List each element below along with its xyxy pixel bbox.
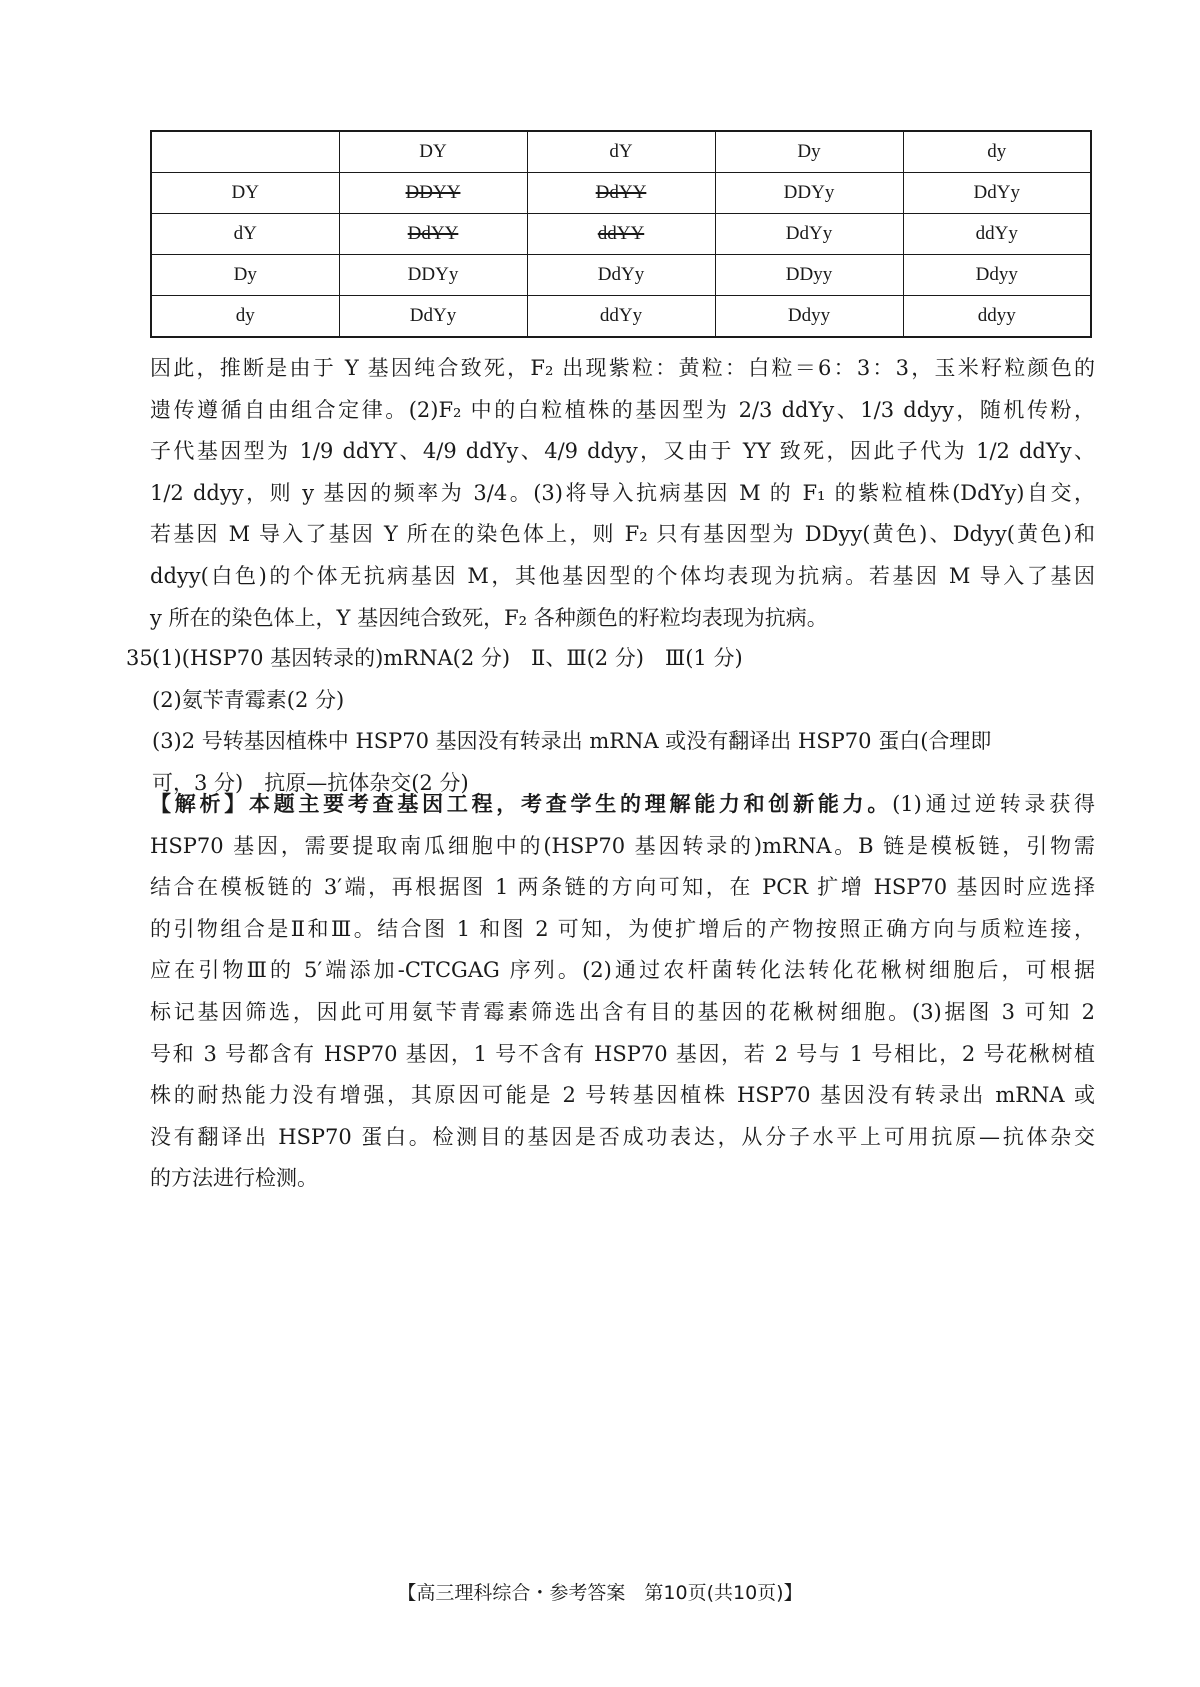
table-row — [151, 255, 1091, 296]
table-row — [151, 214, 1091, 255]
analysis-lead: 【解析】本题主要考查基因工程，考查学生的理解能力和创新能力。 — [150, 791, 893, 816]
row-gamete-cell: Dy — [151, 255, 339, 296]
header-gamete-cell: DY — [339, 131, 527, 173]
text-line: 子代基因型为 1/9 ddYY、4/9 ddYy、4/9 ddyy，又由于 YY 致死，因此子代为 1/2 ddYy、 — [150, 439, 1095, 464]
question-35-answers — [126, 638, 1096, 804]
genotype-cell-lethal: ddYY — [527, 214, 715, 255]
answer-text: (3)2 号转基因植株中 HSP70 基因没有转录出 mRNA 或没有翻译出 HSP70 蛋白(合理即 — [152, 729, 992, 754]
answer-line — [126, 680, 1096, 722]
text-line: 的引物组合是Ⅱ和Ⅲ。结合图 1 和图 2 可知，为使扩增后的产物按照正确方向与质粒连接， — [150, 916, 1095, 941]
answer-text: (1)(HSP70 基因转录的)mRNA(2 分) Ⅱ、Ⅲ(2 分) Ⅲ(1 分) — [152, 646, 743, 670]
header-gamete-cell: Dy — [715, 131, 903, 173]
text-line: y 所在的染色体上，Y 基因纯合致死，F₂ 各种颜色的籽粒均表现为抗病。 — [150, 605, 828, 630]
text-line: 结合在模板链的 3′端，再根据图 1 两条链的方向可知，在 PCR 扩增 HSP70 基因时应选择 — [150, 875, 1095, 900]
genotype-cell-lethal: DdYY — [339, 214, 527, 255]
row-gamete-cell: DY — [151, 173, 339, 214]
genotype-cell: ddyy — [903, 296, 1091, 338]
text-line: 标记基因筛选，因此可用氨苄青霉素筛选出含有目的基因的花楸树细胞。(3)据图 3 可知 2 — [150, 999, 1095, 1024]
answer-line — [126, 638, 1096, 680]
corner-cell — [151, 131, 339, 173]
row-gamete-cell: dy — [151, 296, 339, 338]
genotype-cell: DdYy — [715, 214, 903, 255]
genotype-cell: DdYy — [903, 173, 1091, 214]
text-line: 没有翻译出 HSP70 蛋白。检测目的基因是否成功表达，从分子水平上可用抗原—抗体杂交 — [150, 1124, 1095, 1149]
text-span: (1)通过逆转录获得 — [892, 792, 1095, 816]
genotype-cell: ddYy — [527, 296, 715, 338]
text-line: ddyy(白色)的个体无抗病基因 M，其他基因型的个体均表现为抗病。若基因 M 导入了基因 — [150, 563, 1095, 588]
text-line — [150, 783, 1095, 826]
genotype-cell: DDYy — [339, 255, 527, 296]
genotype-cell-lethal: DdYY — [527, 173, 715, 214]
header-gamete-cell: dy — [903, 131, 1091, 173]
genotype-cell: DdYy — [527, 255, 715, 296]
genotype-cell: DDyy — [715, 255, 903, 296]
row-gamete-cell: dY — [151, 214, 339, 255]
answer-text: 可，3 分) 抗原—抗体杂交(2 分) — [152, 770, 469, 795]
header-gamete-cell: dY — [527, 131, 715, 173]
punnett-square-table — [150, 130, 1092, 338]
text-line: 若基因 M 导入了基因 Y 所在的染色体上，则 F₂ 只有基因型为 DDyy(黄色)、Ddyy(黄色)和 — [150, 522, 1095, 547]
answer-text: (2)氨苄青霉素(2 分) — [152, 687, 345, 712]
table-row — [151, 296, 1091, 338]
explanation-paragraph-34 — [150, 348, 1095, 639]
question-number: 35. — [126, 646, 160, 670]
page-footer: 【高三理科综合・参考答案 第10页(共10页)】 — [397, 1582, 803, 1604]
genotype-cell: DdYy — [339, 296, 527, 338]
text-line: 因此，推断是由于 Y 基因纯合致死，F₂ 出现紫粒：黄粒：白粒＝6：3：3，玉米籽粒颜色的 — [150, 356, 1095, 380]
answer-line — [126, 721, 1096, 763]
genotype-cell: DDYy — [715, 173, 903, 214]
text-line: 号和 3 号都含有 HSP70 基因，1 号不含有 HSP70 基因，若 2 号与 1 号相比，2 号花楸树植 — [150, 1041, 1095, 1066]
genotype-cell: ddYy — [903, 214, 1091, 255]
text-line: 的方法进行检测。 — [150, 1166, 318, 1191]
text-line: 株的耐热能力没有增强，其原因可能是 2 号转基因植株 HSP70 基因没有转录出 mRNA 或 — [150, 1083, 1095, 1108]
explanation-paragraph-35 — [150, 783, 1095, 1200]
text-line: 遗传遵循自由组合定律。(2)F₂ 中的白粒植株的基因型为 2/3 ddYy、1/3 ddyy，随机传粉， — [150, 397, 1095, 422]
text-line: 1/2 ddyy，则 y 基因的频率为 3/4。(3)将导入抗病基因 M 的 F₁ 的紫粒植株(DdYy)自交， — [150, 480, 1095, 505]
genotype-cell: Ddyy — [903, 255, 1091, 296]
table-row — [151, 173, 1091, 214]
genotype-cell-lethal: DDYY — [339, 173, 527, 214]
text-line: HSP70 基因，需要提取南瓜细胞中的(HSP70 基因转录的)mRNA。B 链是模板链，引物需 — [150, 833, 1095, 858]
text-line: 应在引物Ⅲ的 5′端添加-CTCGAG 序列。(2)通过农杆菌转化法转化花楸树细胞后，可根据 — [150, 958, 1095, 983]
table-header-row — [151, 131, 1091, 173]
genotype-cell: Ddyy — [715, 296, 903, 338]
